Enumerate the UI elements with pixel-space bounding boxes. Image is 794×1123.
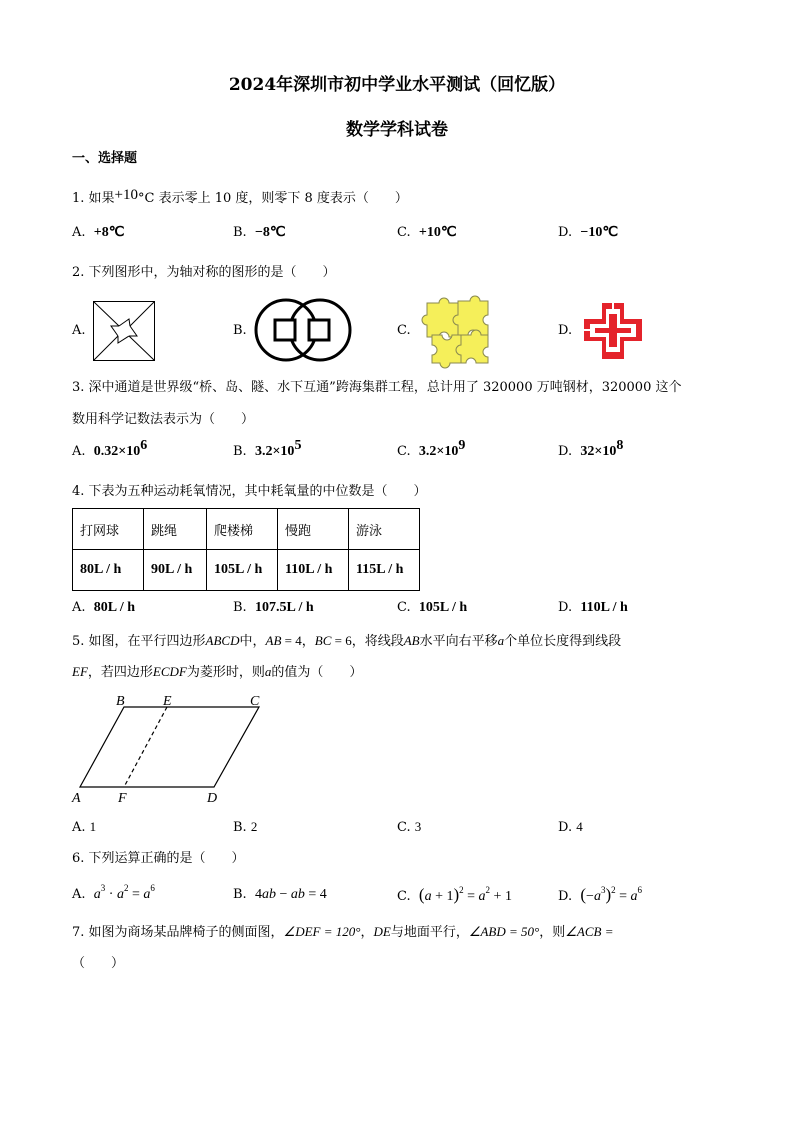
math-expr: ∠ACB = [565,924,614,939]
option-base: 3.2×10 [254,444,295,459]
question-1-math: +10 [114,187,139,203]
option-exponent: 6 [140,437,148,453]
point-label-e: E [163,694,172,709]
question-3-line-1: 3. 深中通道是世界级“桥、岛、隧、水下互通”跨海集群工程，总计用了 320000 万吨钢材，320000 这个 [72,380,682,395]
point-label-c: C [250,694,260,709]
text-run: 个单位长度得到线段 [504,634,622,649]
option-label: D. [558,444,573,459]
option-label: A. [72,887,86,902]
q5-option-c[interactable] [397,819,421,836]
option-label: B. [233,225,247,240]
option-text: +10℃ [418,225,457,240]
option-label: C. [397,444,411,459]
q4-option-d[interactable] [558,600,628,616]
parallelogram-figure [70,690,270,808]
option-text: 1 [89,819,97,834]
exam-title: 2024年深圳市初中学业水平测试（回忆版） [228,75,566,95]
option-label: C. [397,820,411,835]
math-var: AB [403,633,420,648]
table-row [73,550,420,591]
option-label: C. [397,600,411,615]
text-run: 5. 如图，在平行四边形 [72,634,206,649]
option-text: 80L / h [93,600,136,615]
question-5-line-1 [72,633,621,650]
text-run: 为菱形时，则 [186,665,265,680]
question-4: 4. 下表为五种运动耗氧情况，其中耗氧量的中位数是（ ） [72,484,427,499]
q1-option-a[interactable] [72,225,125,241]
text-run: ， [360,925,374,940]
q2-option-c-label[interactable]: C. [397,323,411,338]
math-var: ECDF [152,664,187,679]
q6-option-b[interactable] [233,887,327,903]
q2-option-b-label[interactable]: B. [233,323,247,338]
q4-option-c[interactable] [397,600,467,616]
q6-option-c[interactable] [397,887,512,905]
q3-option-a[interactable] [72,437,148,460]
math-var: EF [72,664,88,679]
point-label-f: F [118,791,127,806]
math-run: = 6，将线段 [331,633,404,648]
red-cross-icon [582,301,644,361]
text-run: ，若四边形 [87,665,153,680]
question-5-line-2 [72,664,362,681]
text-run: ，则 [539,925,566,940]
option-base: 3.2×10 [418,444,459,459]
option-formula: $(a + 1)^2 = a^2 + 1$ [418,885,512,904]
option-base: 0.32×10 [93,444,141,459]
option-label: B. [233,887,247,902]
q4-option-b[interactable] [233,600,314,616]
option-text: 105L / h [418,600,468,615]
table-header-cell: 游泳 [349,509,420,550]
math-var: ABCD [205,633,240,648]
option-label: D. [558,820,573,835]
table-header-cell: 打网球 [73,509,144,550]
question-1 [72,187,408,207]
table-cell: 110L / h [278,550,349,591]
option-exponent: 9 [458,437,466,453]
option-text: 2 [250,819,258,834]
math-var: a [264,664,272,679]
text-run: 7. 如图为商场某品牌椅子的侧面图， [72,925,284,940]
q2-option-d-label[interactable]: D. [558,323,573,338]
text-run: 水平向右平移 [419,634,498,649]
question-7-line-1 [72,924,613,941]
option-formula: 4ab − ab = 4 [254,887,327,902]
table-header-cell: 爬楼梯 [207,509,278,550]
option-base: 32×10 [580,444,617,459]
option-label: D. [558,225,573,240]
table-cell: 80L / h [73,550,144,591]
text-run: 的值为（ ） [271,665,363,680]
coin-pair-icon [253,297,353,363]
option-text: 107.5L / h [254,600,314,615]
option-text: 4 [576,819,583,834]
question-7-line-2: （ ） [72,956,125,971]
math-expr: ∠DEF = 120° [283,924,361,939]
option-label: A. [72,600,86,615]
q3-option-d[interactable] [558,437,624,460]
q5-option-b[interactable] [233,819,257,836]
q3-option-b[interactable] [233,437,302,460]
q6-option-a[interactable] [72,883,155,903]
text-run: 与地面平行， [390,925,469,940]
table-header-cell: 慢跑 [278,509,349,550]
option-exponent: 8 [616,437,624,453]
option-text: 3 [414,819,422,834]
option-label: C. [397,889,411,904]
q5-option-d[interactable] [558,819,583,836]
q1-option-c[interactable] [397,225,457,241]
q1-option-d[interactable] [558,225,618,241]
math-var: DE [373,924,391,939]
option-formula: $(-a^3)^2 = a^6$ [580,885,643,904]
point-label-b: B [116,694,125,709]
option-label: C. [397,225,411,240]
question-1-suffix: °C 表示零上 10 度，则零下 8 度表示（ ） [138,191,408,206]
point-label-a: A [72,791,81,806]
option-text: 110L / h [580,600,628,615]
option-label: B. [233,820,247,835]
puzzle-pieces-icon [424,299,490,365]
math-run: = 4， [281,633,315,648]
table-cell: 105L / h [207,550,278,591]
option-formula: $a^3 \cdot a^2 = a^6$ [93,883,155,902]
exam-subtitle: 数学学科试卷 [346,120,448,140]
question-6: 6. 下列运算正确的是（ ） [72,851,245,866]
q6-option-d[interactable] [558,887,642,905]
point-label-d: D [207,791,218,806]
option-text: −8℃ [254,225,286,240]
q3-option-c[interactable] [397,437,466,460]
table-header-cell: 跳绳 [144,509,207,550]
math-var: a [497,633,505,648]
q5-option-a[interactable] [72,819,96,836]
question-2: 2. 下列图形中，为轴对称的图形的是（ ） [72,265,336,280]
table-header-row [73,509,420,550]
oxygen-table [72,508,420,591]
q1-option-b[interactable] [233,225,286,241]
question-3-line-2: 数用科学记数法表示为（ ） [72,412,255,427]
option-text: +8℃ [93,225,125,240]
q2-option-a-label[interactable]: A. [72,323,86,338]
question-1-prefix: 1. 如果 [72,191,115,206]
math-var: AB [265,633,282,648]
section-heading: 一、选择题 [72,151,138,166]
math-var: BC [314,633,332,648]
q4-option-a[interactable] [72,600,135,616]
pinwheel-square-icon [93,301,155,361]
option-label: B. [233,444,247,459]
option-label: D. [558,600,573,615]
option-label: D. [558,889,573,904]
table-cell: 115L / h [349,550,420,591]
option-label: A. [72,444,86,459]
option-exponent: 5 [294,437,302,453]
option-label: A. [72,820,86,835]
table-cell: 90L / h [144,550,207,591]
option-label: B. [233,600,247,615]
option-label: A. [72,225,86,240]
option-text: −10℃ [580,225,619,240]
text-run: 中， [239,634,266,649]
math-expr: ∠ABD = 50° [468,924,540,939]
